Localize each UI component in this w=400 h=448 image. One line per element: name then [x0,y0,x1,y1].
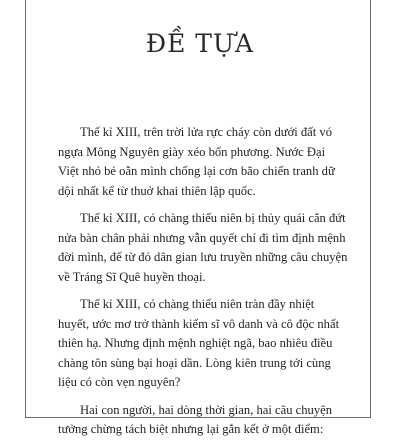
paragraph-1: Thế kỉ XIII, trên trời lửa rực cháy còn dưới đất vó ngựa Mông Nguyên giày xéo bốn phương. Nước Đại Việt nhỏ bé oằn mình chống lại cơn bão chiến tranh dữ dội nhất kể từ thuở khai thiên lập quốc. [58,125,335,198]
paragraph-3: Thế kỉ XIII, có chàng thiếu niên tràn đầy nhiệt huyết, ước mơ trở thành kiếm sĩ vô danh và cô độc nhất thiên hạ. Nhưng định mệnh nghiệt ngã, bao nhiêu điều chàng tôn sùng bại hoại dần. Lòng kiên trung tới cùng liệu có còn vẹn nguyên? [58,297,340,389]
paragraph-4: Hai con người, hai dòng thời gian, hai câu chuyện tưởng chừng tách biệt nhưng lại gắn kết ở một điểm: [58,402,333,436]
preface-body [58,123,348,448]
paragraph-2: Thế kỉ XIII, có chàng thiếu niên bị thủy quái cắn đứt nửa bàn chân phải nhưng vẫn quyết chí đi tìm định mệnh đời mình, để từ đó dân gian lưu truyền những câu chuyện về Tráng Sĩ Quê huyền thoại. [58,211,348,284]
page-title: ĐỀ TỰA [145,28,255,58]
